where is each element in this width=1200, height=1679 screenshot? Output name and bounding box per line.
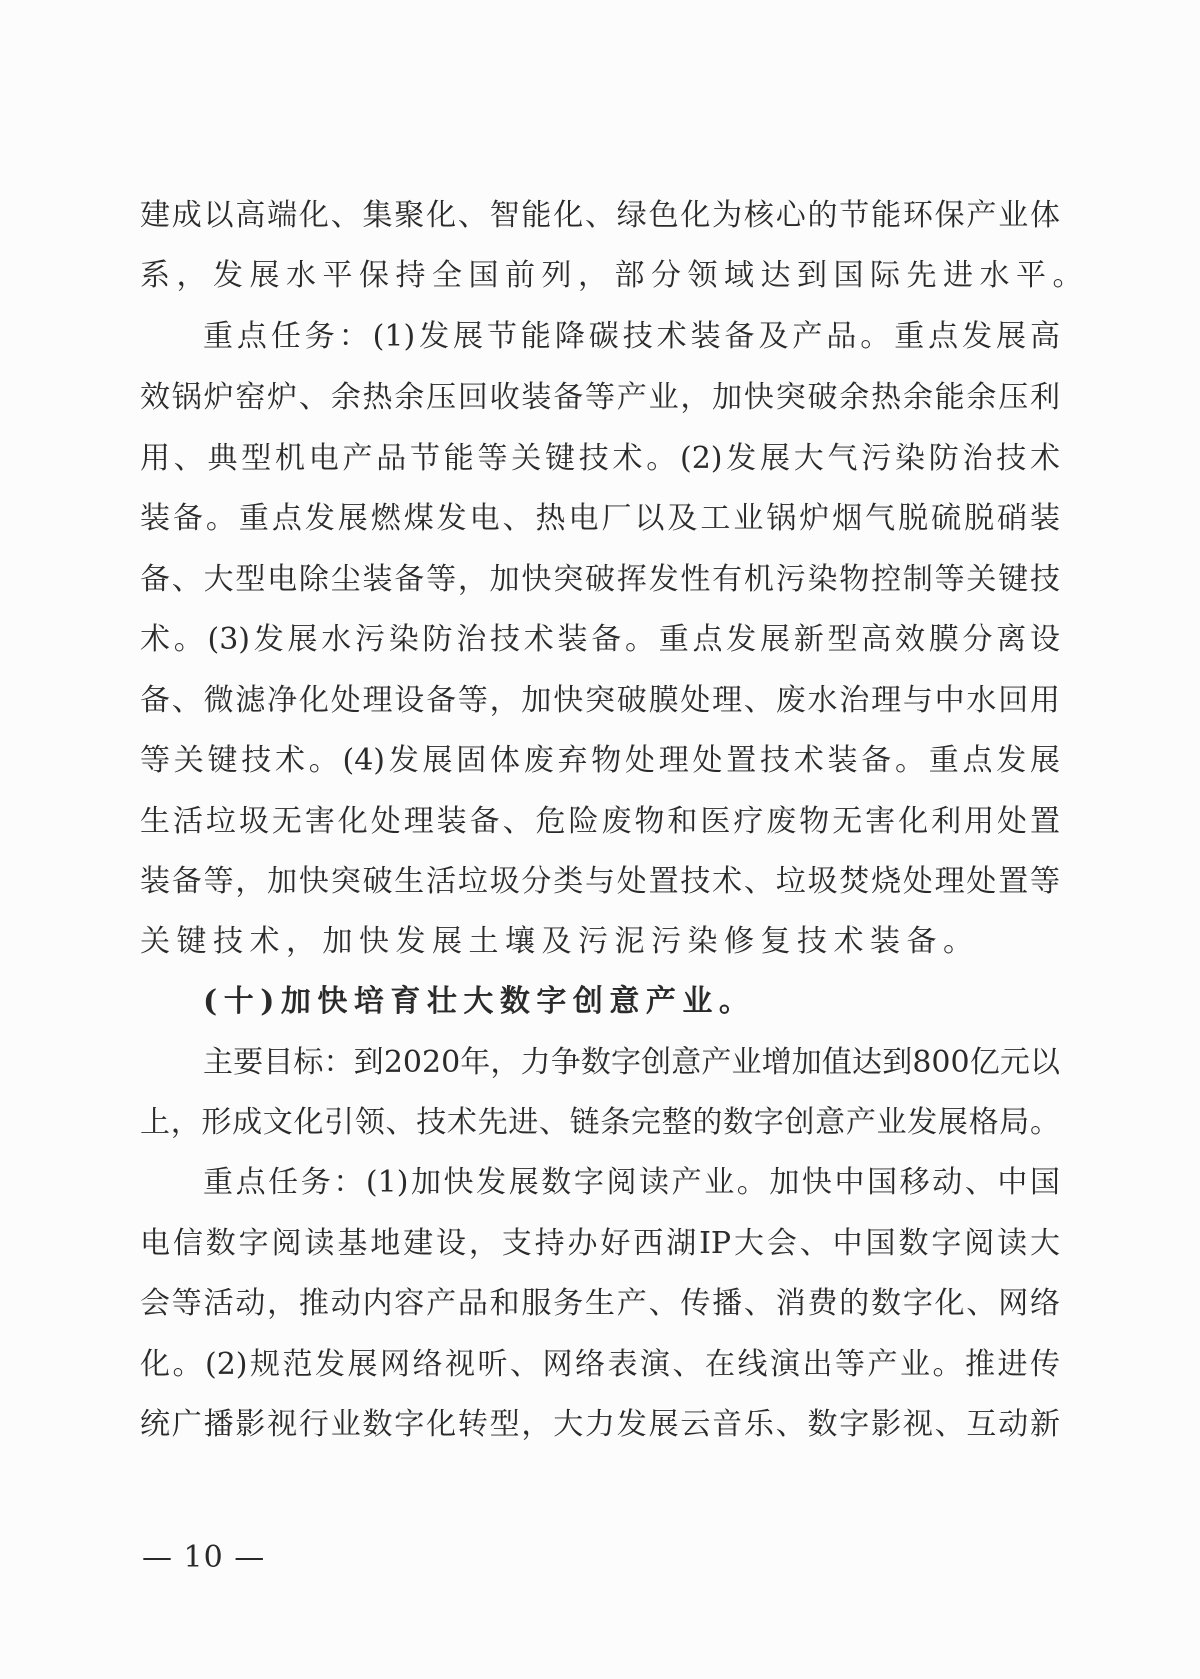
text-line: 上，形成文化引领、技术先进、链条完整的数字创意产业发展格局。 xyxy=(140,1105,1060,1140)
text-line: 效锅炉窑炉、余热余压回收装备等产业，加快突破余热余能余压利 xyxy=(140,380,1060,415)
text-line: 会等活动，推动内容产品和服务生产、传播、消费的数字化、网络 xyxy=(140,1286,1060,1321)
text-line: 建成以高端化、集聚化、智能化、绿色化为核心的节能环保产业体 xyxy=(140,198,1060,233)
text-line: 关键技术，加快发展土壤及污泥污染修复技术装备。 xyxy=(140,924,980,959)
text-line: 术。(3)发展水污染防治技术装备。重点发展新型高效膜分离设 xyxy=(140,622,1060,657)
text-line: 重点任务：(1)加快发展数字阅读产业。加快中国移动、中国 xyxy=(203,1165,1060,1200)
text-line: 用、典型机电产品节能等关键技术。(2)发展大气污染防治技术 xyxy=(140,441,1060,476)
text-line: 备、大型电除尘装备等，加快突破挥发性有机污染物控制等关键技 xyxy=(140,562,1060,597)
text-line: 重点任务：(1)发展节能降碳技术装备及产品。重点发展高 xyxy=(203,319,1060,354)
text-line: 主要目标：到2020年，力争数字创意产业增加值达到800亿元以 xyxy=(203,1045,1060,1080)
text-line: 系，发展水平保持全国前列，部分领域达到国际先进水平。 xyxy=(140,258,1089,293)
text-line: 等关键技术。(4)发展固体废弃物处理处置技术装备。重点发展 xyxy=(140,743,1060,778)
text-line: 装备等，加快突破生活垃圾分类与处置技术、垃圾焚烧处理处置等 xyxy=(140,864,1060,899)
text-line: 电信数字阅读基地建设，支持办好西湖IP大会、中国数字阅读大 xyxy=(140,1226,1060,1261)
text-line: 装备。重点发展燃煤发电、热电厂以及工业锅炉烟气脱硫脱硝装 xyxy=(140,501,1060,536)
section-heading: (十)加快培育壮大数字创意产业。 xyxy=(203,984,756,1019)
text-line: 生活垃圾无害化处理装备、危险废物和医疗废物无害化利用处置 xyxy=(140,804,1060,839)
text-line: 化。(2)规范发展网络视听、网络表演、在线演出等产业。推进传 xyxy=(140,1347,1060,1382)
text-line: 备、微滤净化处理设备等，加快突破膜处理、废水治理与中水回用 xyxy=(140,683,1060,718)
page-number: — 10 — xyxy=(142,1540,266,1575)
text-line: 统广播影视行业数字化转型，大力发展云音乐、数字影视、互动新 xyxy=(140,1407,1060,1442)
